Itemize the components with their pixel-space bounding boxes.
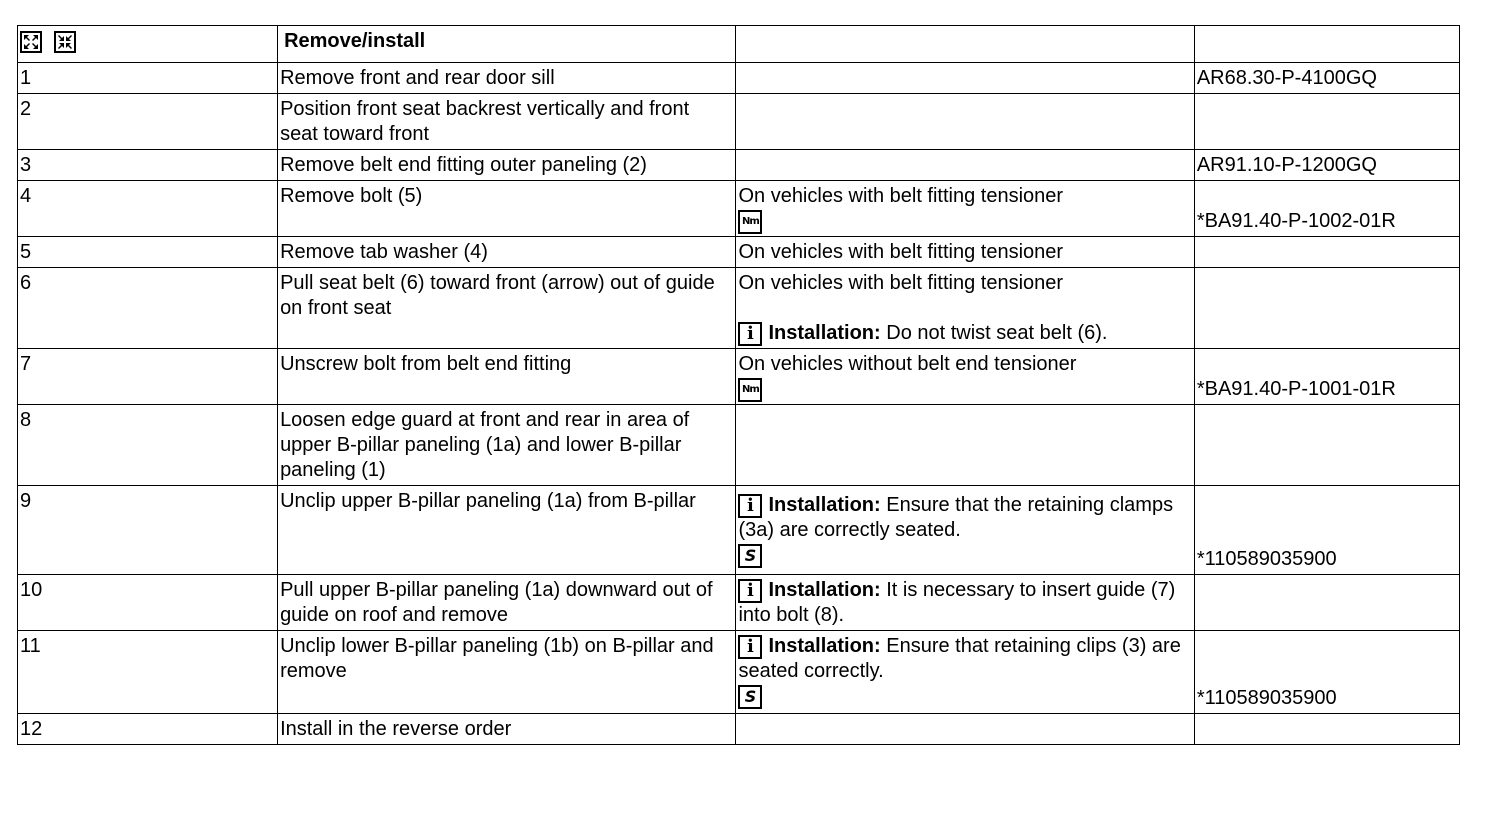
special-tool-icon[interactable]: S — [738, 544, 762, 568]
step-number: 4 — [18, 181, 278, 237]
step-reference-link[interactable]: AR68.30-P-4100GQ — [1194, 63, 1459, 94]
step-reference-link — [1194, 94, 1459, 150]
step-number: 1 — [18, 63, 278, 94]
step-reference-link — [1194, 714, 1459, 745]
table-row — [18, 349, 1460, 405]
step-reference-link[interactable]: *110589035900 — [1196, 687, 1337, 709]
step-note — [736, 405, 1194, 486]
step-text: Pull seat belt (6) toward front (arrow) out of guide on front seat — [278, 268, 736, 349]
step-number: 10 — [18, 575, 278, 631]
torque-icon[interactable]: Nm — [738, 378, 762, 402]
table-row — [18, 631, 1460, 714]
note-text: On vehicles with belt fitting tensioner — [738, 272, 1064, 294]
step-text: Unclip upper B-pillar paneling (1a) from B-pillar — [278, 486, 736, 575]
step-text: Remove bolt (5) — [278, 181, 736, 237]
step-note — [736, 63, 1194, 94]
step-reference-link — [1194, 268, 1459, 349]
installation-text: It is necessary to insert guide (7) into bolt (8). — [738, 579, 1176, 626]
installation-text: Ensure that the retaining clamps (3a) are correctly seated. — [738, 494, 1174, 541]
step-note — [736, 349, 1194, 405]
step-number: 7 — [18, 349, 278, 405]
step-number: 9 — [18, 486, 278, 575]
table-row — [18, 181, 1460, 237]
note-text: On vehicles without belt end tensioner — [738, 353, 1077, 375]
step-number: 2 — [18, 94, 278, 150]
step-text: Loosen edge guard at front and rear in area of upper B-pillar paneling (1a) and lower B-pillar paneling (1) — [278, 405, 736, 486]
step-text: Unclip lower B-pillar paneling (1b) on B-pillar and remove — [278, 631, 736, 714]
step-number: 8 — [18, 405, 278, 486]
table-row — [18, 486, 1460, 575]
torque-icon[interactable]: Nm — [738, 210, 762, 234]
step-note — [736, 268, 1194, 349]
step-text: Remove front and rear door sill — [278, 63, 736, 94]
info-icon[interactable]: i — [738, 494, 762, 518]
step-text: Remove tab washer (4) — [278, 237, 736, 268]
installation-label: Installation: — [768, 494, 881, 516]
special-tool-icon[interactable]: S — [738, 685, 762, 709]
step-reference-link[interactable]: *BA91.40-P-1001-01R — [1196, 378, 1396, 400]
table-row — [18, 268, 1460, 349]
step-number: 3 — [18, 150, 278, 181]
info-icon[interactable]: i — [738, 322, 762, 346]
installation-label: Installation: — [768, 579, 881, 601]
installation-text: Do not twist seat belt (6). — [886, 322, 1108, 344]
installation-text: Ensure that retaining clips (3) are seated correctly. — [738, 635, 1181, 682]
step-note — [736, 631, 1194, 714]
step-number: 12 — [18, 714, 278, 745]
note-text: On vehicles with belt fitting tensioner — [738, 185, 1064, 207]
step-reference-link[interactable]: AR91.10-P-1200GQ — [1194, 150, 1459, 181]
step-reference-link — [1194, 237, 1459, 268]
step-number: 11 — [18, 631, 278, 714]
info-icon[interactable]: i — [738, 635, 762, 659]
step-note — [736, 150, 1194, 181]
step-note — [736, 486, 1194, 575]
step-note — [736, 181, 1194, 237]
procedure-table — [17, 25, 1460, 745]
step-text: Position front seat backrest vertically and front seat toward front — [278, 94, 736, 150]
info-icon[interactable]: i — [738, 579, 762, 603]
step-reference-link[interactable]: *110589035900 — [1196, 548, 1337, 570]
table-header-row — [18, 26, 1460, 63]
step-text: Pull upper B-pillar paneling (1a) downward out of guide on roof and remove — [278, 575, 736, 631]
step-note — [736, 94, 1194, 150]
step-number: 6 — [18, 268, 278, 349]
installation-label: Installation: — [768, 322, 881, 344]
table-row — [18, 575, 1460, 631]
step-reference-link[interactable]: *BA91.40-P-1002-01R — [1196, 210, 1396, 232]
step-text: Remove belt end fitting outer paneling (2) — [278, 150, 736, 181]
expand-all-icon[interactable] — [20, 31, 42, 53]
step-text: Unscrew bolt from belt end fitting — [278, 349, 736, 405]
step-reference-link — [1194, 575, 1459, 631]
step-reference-link — [1194, 405, 1459, 486]
table-row — [18, 714, 1460, 745]
installation-label: Installation: — [768, 635, 881, 657]
step-text: Install in the reverse order — [278, 714, 736, 745]
table-row — [18, 94, 1460, 150]
step-note: On vehicles with belt fitting tensioner — [736, 237, 1194, 268]
step-note — [736, 575, 1194, 631]
step-number: 5 — [18, 237, 278, 268]
table-row — [18, 150, 1460, 181]
collapse-all-icon[interactable] — [54, 31, 76, 53]
table-row — [18, 63, 1460, 94]
step-note — [736, 714, 1194, 745]
table-row — [18, 237, 1460, 268]
column-title: Remove/install — [278, 26, 736, 63]
table-row — [18, 405, 1460, 486]
